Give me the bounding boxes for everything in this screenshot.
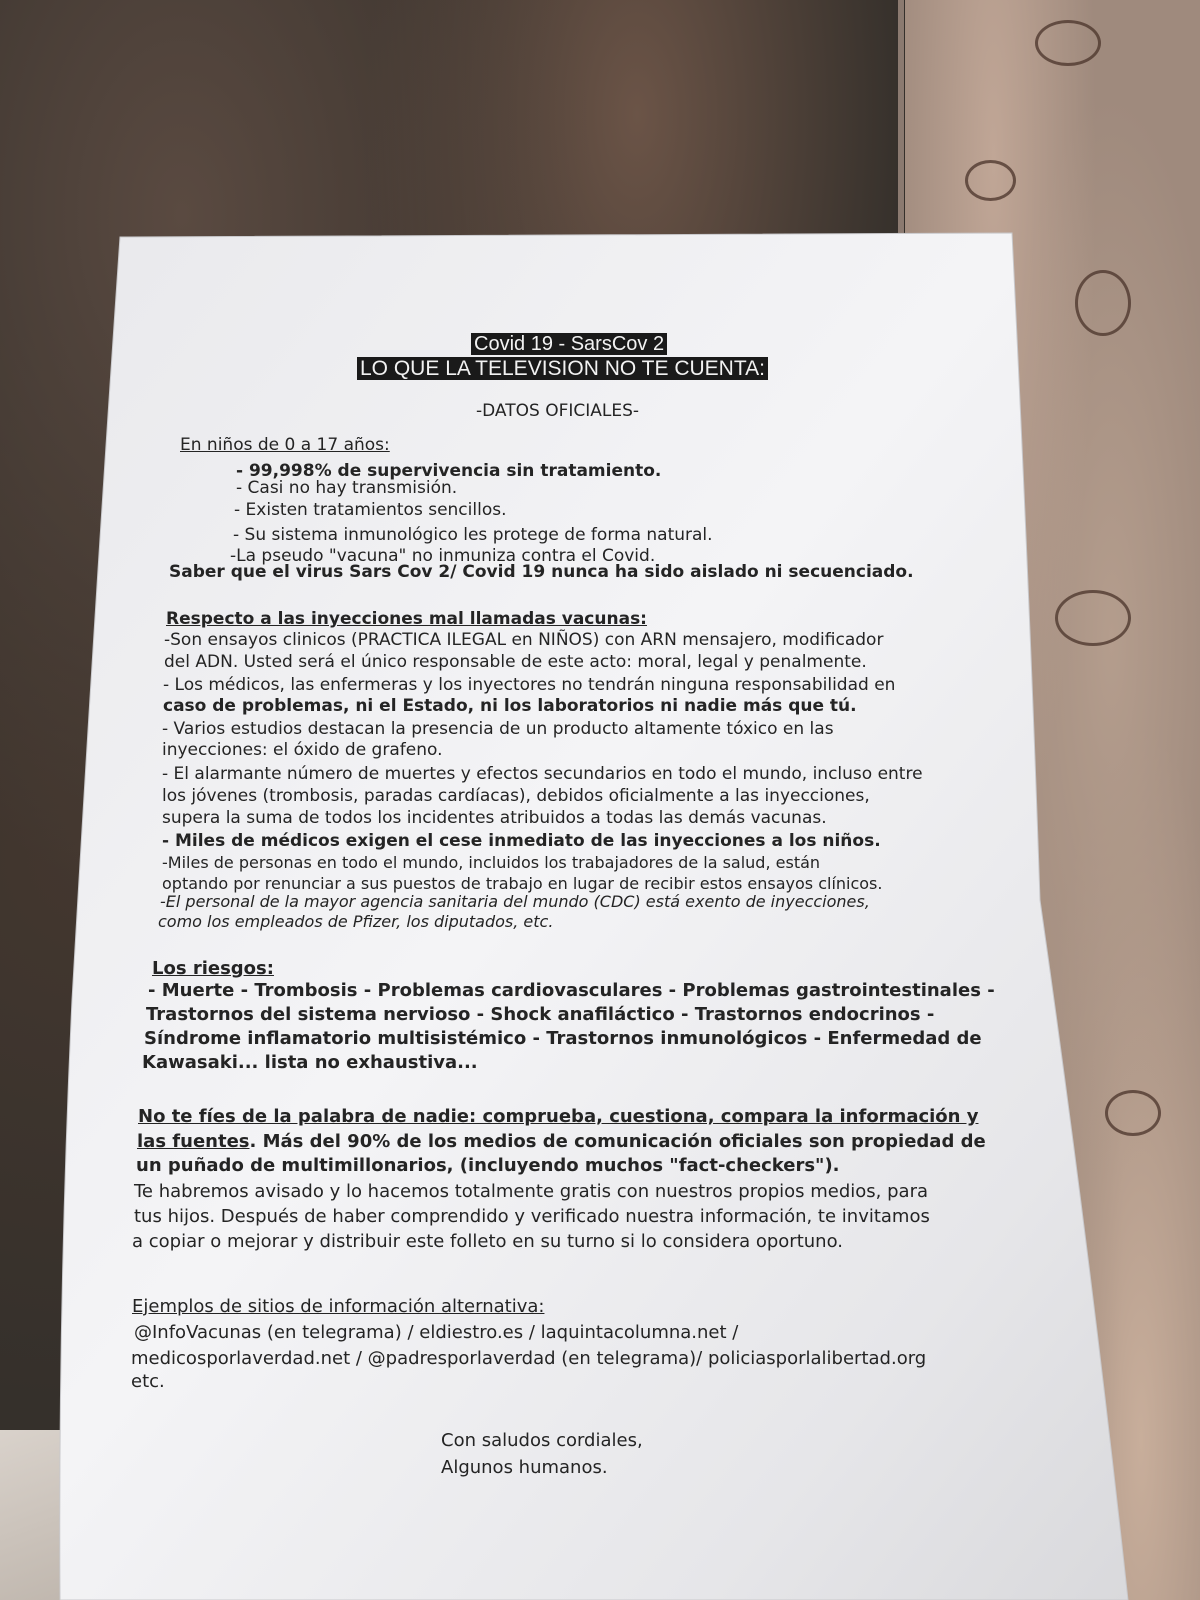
- children-note: Saber que el virus Sars Cov 2/ Covid 19 nunca ha sido aislado ni secuenciado.: [169, 562, 914, 582]
- injections-line-8: los jóvenes (trombosis, paradas cardíacas), debidos oficialmente a las inyecciones,: [162, 786, 870, 806]
- sites-heading: Ejemplos de sitios de información alternativa:: [132, 1296, 545, 1317]
- risks-line-4: Kawasaki... lista no exhaustiva...: [142, 1052, 478, 1073]
- advice-sources-link: las fuentes: [137, 1131, 250, 1152]
- subtitle: -DATOS OFICIALES-: [476, 401, 640, 421]
- injections-line-13: -El personal de la mayor agencia sanitaria del mundo (CDC) está exento de inyecciones,: [160, 892, 870, 911]
- advice-line-2: [137, 1133, 986, 1151]
- header-line-2: LO QUE LA TELEVISION NO TE CUENTA:: [357, 357, 768, 380]
- children-item-1: - 99,998% de supervivencia sin tratamiento.: [236, 461, 662, 481]
- risks-heading: Los riesgos:: [152, 958, 274, 979]
- injections-line-1: -Son ensayos clinicos (PRACTICA ILEGAL en NIÑOS) con ARN mensajero, modificador: [164, 630, 884, 650]
- risks-line-1: - Muerte - Trombosis - Problemas cardiovasculares - Problemas gastrointestinales -: [148, 980, 995, 1001]
- advice-line-4: Te habremos avisado y lo hacemos totalmente gratis con nuestros propios medios, para: [134, 1181, 929, 1202]
- sites-line-1: @InfoVacunas (en telegrama) / eldiestro.es / laquintacolumna.net /: [134, 1322, 739, 1343]
- advice-line-3: un puñado de multimillonarios, (incluyendo muchos "fact-checkers").: [136, 1155, 840, 1176]
- advice-line-2-rest: . Más del 90% de los medios de comunicación oficiales son propiedad de: [249, 1131, 986, 1152]
- risks-line-3: Síndrome inflamatorio multisistémico - Trastornos inmunológicos - Enfermedad de: [144, 1028, 982, 1049]
- injections-line-9: supera la suma de todos los incidentes atribuidos a todas las demás vacunas.: [162, 808, 827, 828]
- injections-line-4: caso de problemas, ni el Estado, ni los laboratorios ni nadie más que tú.: [163, 696, 857, 716]
- children-item-3: - Existen tratamientos sencillos.: [234, 500, 507, 520]
- injections-line-2: del ADN. Usted será el único responsable de este acto: moral, legal y penalmente.: [164, 652, 867, 672]
- injections-heading: Respecto a las inyecciones mal llamadas vacunas:: [166, 609, 647, 629]
- injections-line-7: - El alarmante número de muertes y efectos secundarios en todo el mundo, incluso entre: [162, 764, 923, 784]
- children-item-4: - Su sistema inmunológico les protege de forma natural.: [233, 525, 713, 545]
- sites-line-2: medicosporlaverdad.net / @padresporlaverdad (en telegrama)/ policiasporlalibertad.org: [131, 1348, 927, 1369]
- injections-line-12: optando por renunciar a sus puestos de trabajo en lugar de recibir estos ensayos clínicos.: [162, 874, 883, 893]
- advice-line-1: No te fíes de la palabra de nadie: comprueba, cuestiona, compara la información y: [138, 1106, 979, 1127]
- risks-line-2: Trastornos del sistema nervioso - Shock anafiláctico - Trastornos endocrinos -: [146, 1004, 935, 1025]
- closing-line-2: Algunos humanos.: [441, 1457, 608, 1478]
- advice-line-6: a copiar o mejorar y distribuir este folleto en su turno si lo considera oportuno.: [132, 1231, 843, 1252]
- header-line-1: Covid 19 - SarsCov 2: [471, 333, 667, 355]
- injections-line-10: - Miles de médicos exigen el cese inmediato de las inyecciones a los niños.: [162, 831, 881, 851]
- advice-line-5: tus hijos. Después de haber comprendido y verificado nuestra información, te invitamos: [134, 1206, 930, 1227]
- injections-line-3: - Los médicos, las enfermeras y los inyectores no tendrán ninguna responsabilidad en: [163, 675, 896, 695]
- closing-line-1: Con saludos cordiales,: [441, 1430, 643, 1451]
- injections-line-14: como los empleados de Pfizer, los diputados, etc.: [158, 912, 554, 931]
- children-item-5: -La pseudo "vacuna" no inmuniza contra el Covid.: [230, 546, 656, 566]
- children-heading: En niños de 0 a 17 años:: [180, 435, 390, 455]
- injections-line-6: inyecciones: el óxido de grafeno.: [162, 740, 443, 760]
- injections-line-5: - Varios estudios destacan la presencia de un producto altamente tóxico en las: [162, 719, 834, 739]
- children-item-2: - Casi no hay transmisión.: [236, 478, 458, 498]
- injections-line-11: -Miles de personas en todo el mundo, incluidos los trabajadores de la salud, están: [162, 853, 821, 872]
- sites-line-3: etc.: [131, 1371, 165, 1392]
